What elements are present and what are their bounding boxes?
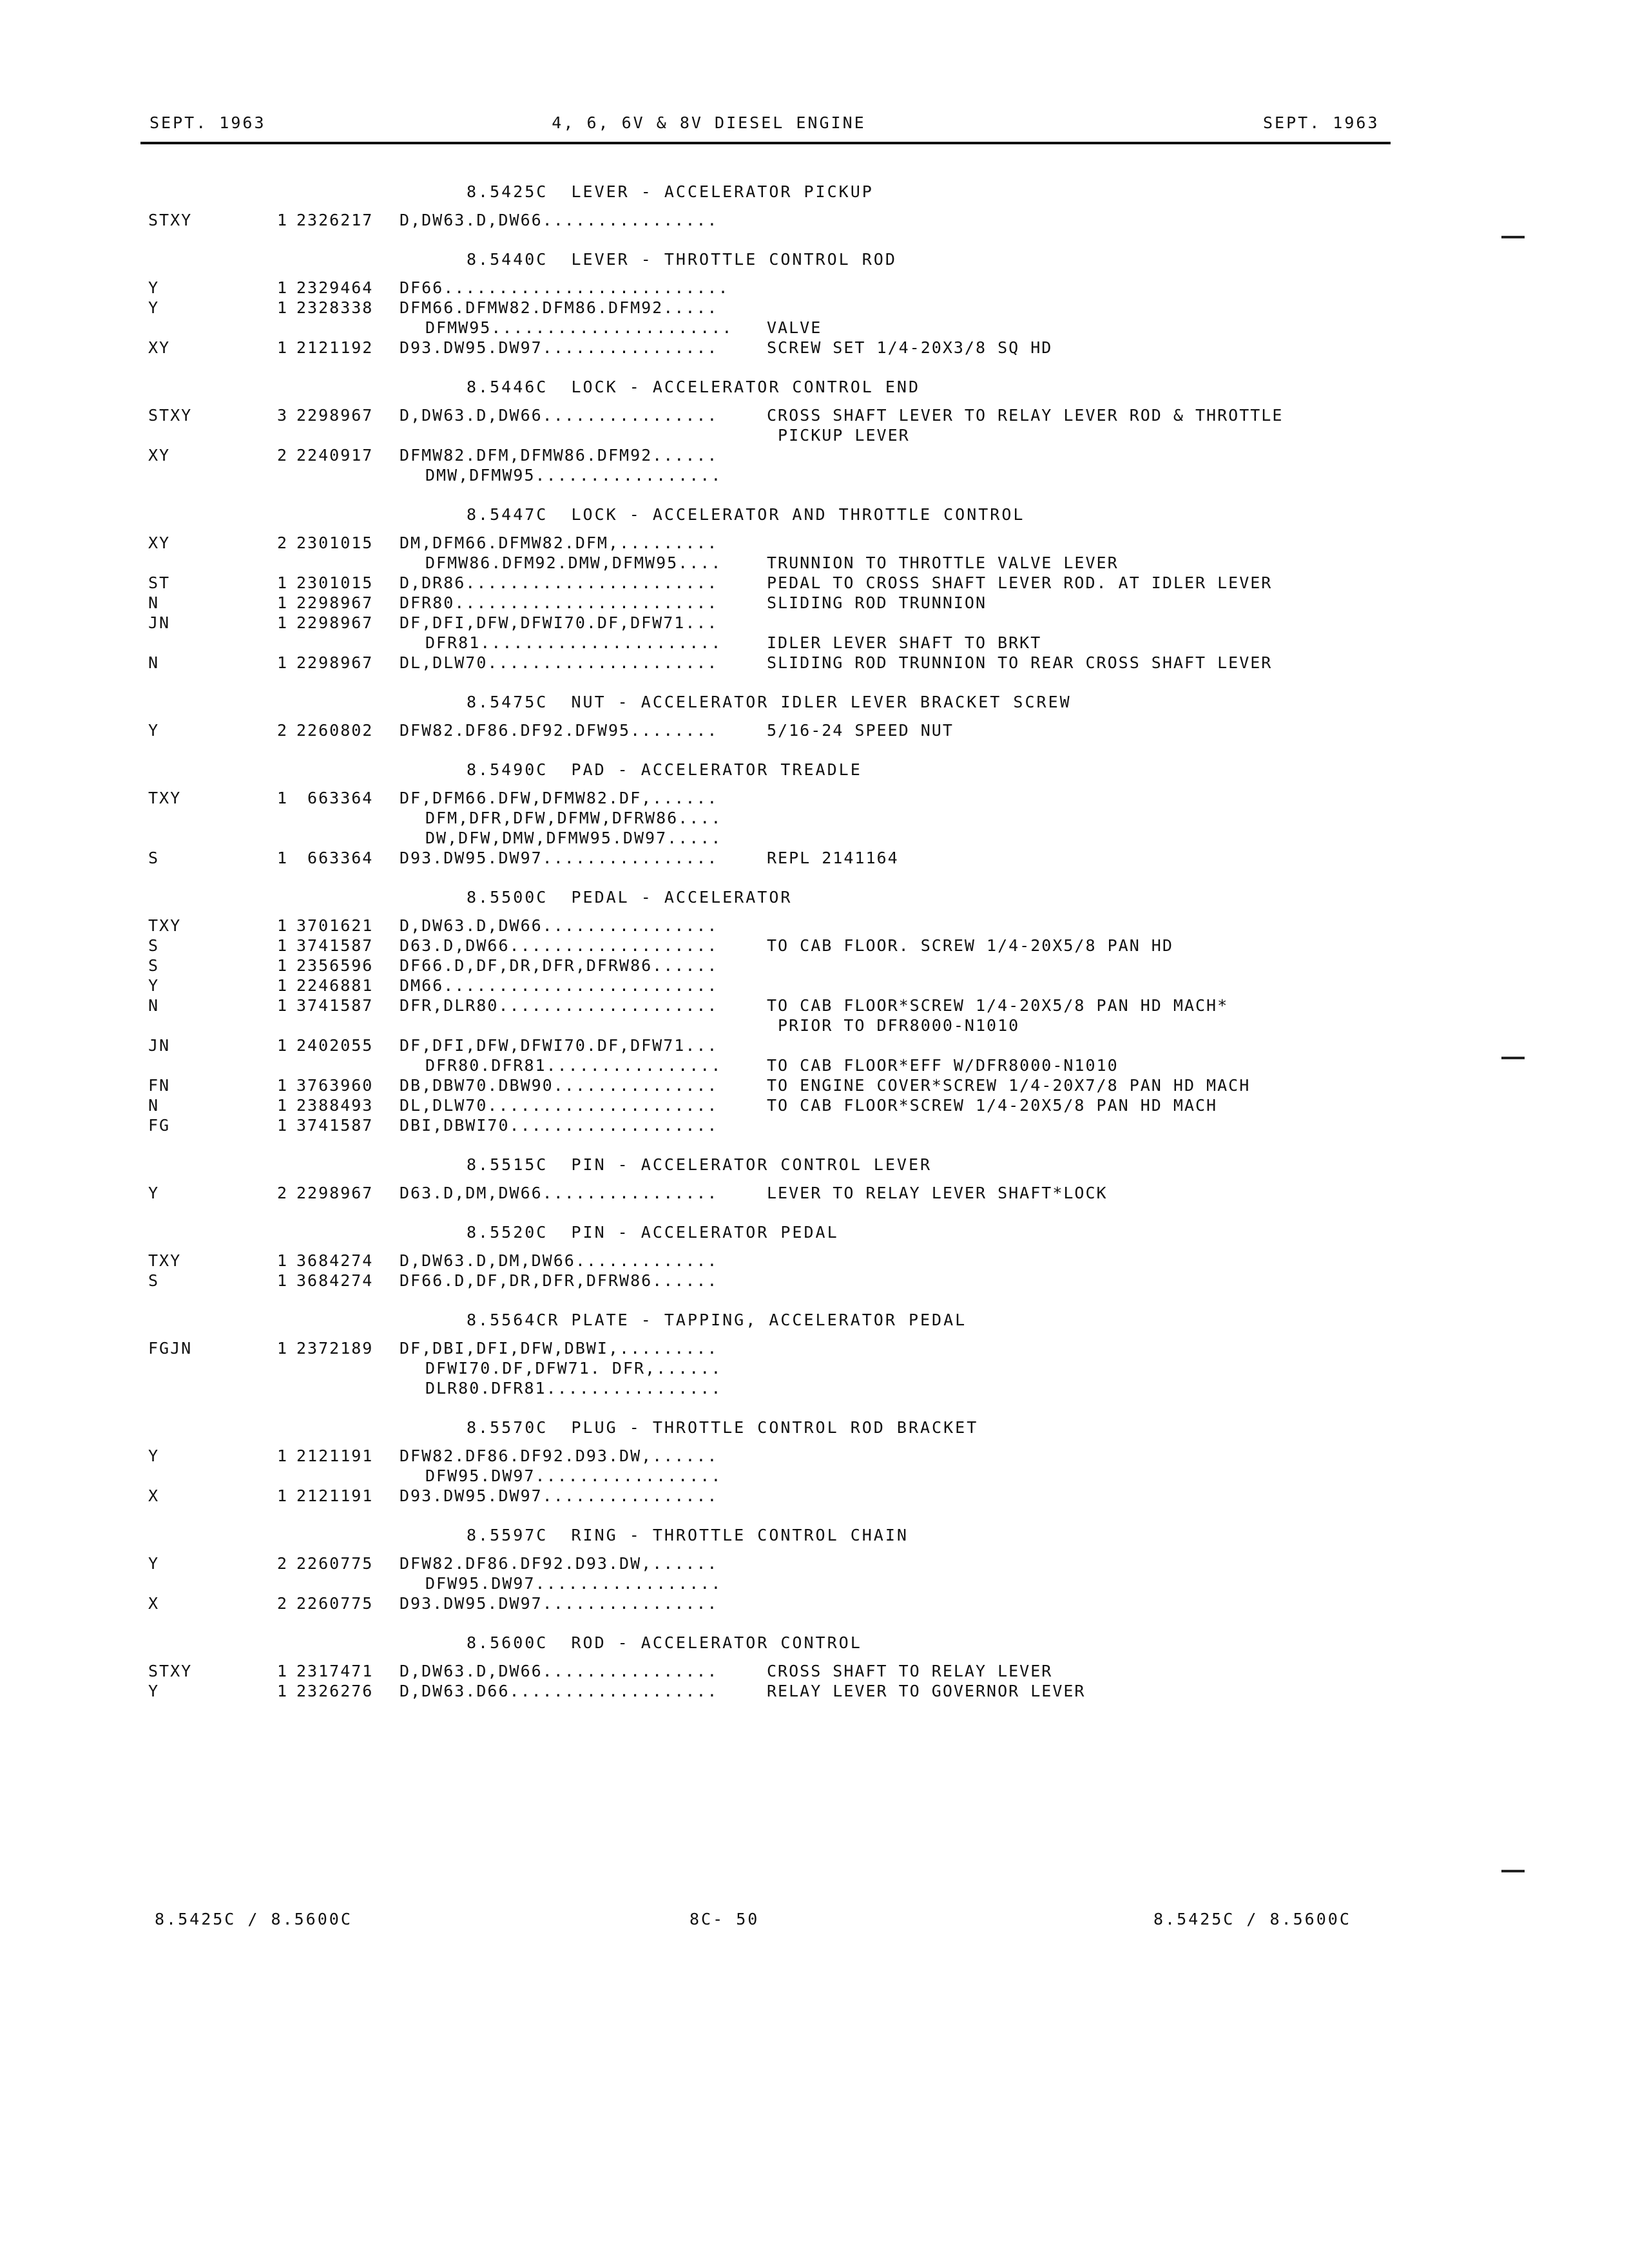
part-entry [148, 405, 1437, 445]
part-line [148, 318, 1437, 338]
application-models: DFWI70.DF,DFW71. DFR,...... [425, 1359, 722, 1378]
section-title: 8.5440C LEVER - THROTTLE CONTROL ROD [467, 250, 897, 269]
part-line [148, 1251, 1437, 1271]
quantity: 1 [277, 278, 289, 297]
application-models: DFM66.DFMW82.DFM86.DFM92..... [400, 298, 718, 317]
part-number: 2356596 [296, 956, 374, 975]
application-models: DL,DLW70..................... [400, 1096, 718, 1115]
model-code: JN [148, 1036, 171, 1055]
part-number: 2301015 [296, 533, 374, 552]
part-entry [148, 278, 1437, 298]
catalog-section [148, 1410, 1437, 1506]
quantity: 1 [277, 1251, 289, 1270]
catalog-section [148, 497, 1437, 673]
quantity: 1 [277, 1076, 289, 1095]
model-code: TXY [148, 916, 182, 935]
application-models: DFMW95...................... [425, 318, 733, 337]
model-code: S [148, 1271, 160, 1290]
section-title: 8.5425C LEVER - ACCELERATOR PICKUP [467, 182, 874, 201]
part-entry [148, 338, 1437, 358]
part-entry [148, 1681, 1437, 1701]
model-code: FGJN [148, 1339, 193, 1358]
part-line [148, 808, 1437, 828]
part-entry [148, 788, 1437, 848]
application-models: D,DW63.D,DM,DW66............. [400, 1251, 718, 1270]
margin-mark [1501, 1057, 1525, 1059]
part-line [148, 1035, 1437, 1055]
model-code: TXY [148, 1251, 182, 1270]
part-entry [148, 573, 1437, 593]
model-code: N [148, 996, 160, 1015]
application-models: D63.D,DM,DW66................ [400, 1184, 718, 1202]
catalog-section [148, 752, 1437, 868]
remarks: 5/16-24 SPEED NUT [767, 721, 954, 740]
section-title: 8.5447C LOCK - ACCELERATOR AND THROTTLE CONTROL [467, 505, 1025, 524]
part-number: 2260775 [296, 1594, 374, 1613]
application-models: DF66.D,DF,DR,DFR,DFRW86...... [400, 956, 718, 975]
part-entry [148, 1095, 1437, 1115]
application-models: DF66.D,DF,DR,DFR,DFRW86...... [400, 1271, 718, 1290]
remarks: PEDAL TO CROSS SHAFT LEVER ROD. AT IDLER LEVER [767, 573, 1273, 592]
part-entry [148, 613, 1437, 653]
model-code: Y [148, 1446, 160, 1465]
part-entry [148, 916, 1437, 936]
header-rule [140, 142, 1391, 144]
part-entry [148, 445, 1437, 485]
application-models: D93.DW95.DW97................ [400, 338, 718, 357]
application-models: D93.DW95.DW97................ [400, 1486, 718, 1505]
section-title: 8.5446C LOCK - ACCELERATOR CONTROL END [467, 378, 920, 396]
part-entry [148, 1661, 1437, 1681]
catalog-section [148, 1302, 1437, 1398]
part-number: 2298967 [296, 613, 374, 632]
part-line [148, 1358, 1437, 1378]
part-number: 2298967 [296, 406, 374, 425]
catalog-section [148, 1517, 1437, 1613]
part-line [148, 553, 1437, 573]
part-number: 2121191 [296, 1446, 374, 1465]
application-models: DFM,DFR,DFW,DFMW,DFRW86.... [425, 809, 722, 827]
quantity: 1 [277, 1116, 289, 1135]
quantity: 1 [277, 298, 289, 317]
section-title: 8.5490C PAD - ACCELERATOR TREADLE [467, 760, 862, 779]
part-number: 3741587 [296, 936, 374, 955]
part-entry [148, 1338, 1437, 1398]
application-models: DFR80........................ [400, 593, 718, 612]
model-code: TXY [148, 789, 182, 807]
quantity: 1 [277, 1036, 289, 1055]
part-line [148, 1095, 1437, 1115]
part-line [148, 995, 1437, 1015]
catalog-section [148, 879, 1437, 1135]
model-code: N [148, 593, 160, 612]
application-models: DW,DFW,DMW,DFMW95.DW97..... [425, 829, 722, 847]
model-code: N [148, 1096, 160, 1115]
part-line [148, 338, 1437, 358]
part-number: 2328338 [296, 298, 374, 317]
section-title: 8.5570C PLUG - THROTTLE CONTROL ROD BRACKET [467, 1418, 979, 1437]
application-models: DL,DLW70..................... [400, 653, 718, 672]
remarks: TRUNNION TO THROTTLE VALVE LEVER [767, 553, 1119, 572]
application-models: DF,DFI,DFW,DFWI70.DF,DFW71... [400, 1036, 718, 1055]
part-number: 2260775 [296, 1554, 374, 1573]
model-code: X [148, 1594, 160, 1613]
part-number: 2121192 [296, 338, 374, 357]
part-entry [148, 1271, 1437, 1291]
remarks: TO CAB FLOOR. SCREW 1/4-20X5/8 PAN HD [767, 936, 1173, 955]
part-entry [148, 653, 1437, 673]
part-line [148, 1553, 1437, 1573]
part-line [148, 916, 1437, 936]
part-entry [148, 720, 1437, 740]
model-code: FG [148, 1116, 171, 1135]
remarks: SLIDING ROD TRUNNION [767, 593, 987, 612]
application-models: DFW95.DW97................. [425, 1466, 722, 1485]
application-models: D,DW63.D,DW66................ [400, 211, 718, 229]
part-entry [148, 1075, 1437, 1095]
remarks: IDLER LEVER SHAFT TO BRKT [767, 633, 1042, 652]
header-title: 4, 6, 6V & 8V DIESEL ENGINE [552, 113, 866, 132]
catalog-section [148, 174, 1437, 230]
part-line [148, 956, 1437, 975]
application-models: DFMW82.DFM,DFMW86.DFM92...... [400, 446, 718, 465]
part-number: 3763960 [296, 1076, 374, 1095]
application-models: DB,DBW70.DBW90............... [400, 1076, 718, 1095]
part-line [148, 848, 1437, 868]
part-number: 2372189 [296, 1339, 374, 1358]
catalog-section [148, 684, 1437, 740]
quantity: 1 [277, 1486, 289, 1505]
part-line [148, 1271, 1437, 1291]
application-models: DFR80.DFR81................ [425, 1056, 722, 1075]
quantity: 2 [277, 1594, 289, 1613]
application-models: DFR81...................... [425, 633, 722, 652]
part-number: 2301015 [296, 573, 374, 592]
application-models: D93.DW95.DW97................ [400, 849, 718, 867]
remarks: TO CAB FLOOR*SCREW 1/4-20X5/8 PAN HD MACH [767, 1096, 1218, 1115]
part-line [148, 445, 1437, 465]
margin-mark [1501, 1870, 1525, 1872]
parts-list [148, 174, 1437, 1713]
quantity: 1 [277, 956, 289, 975]
remarks: REPL 2141164 [767, 849, 899, 867]
part-line [148, 1661, 1437, 1681]
quantity: 1 [277, 613, 289, 632]
section-title: 8.5515C PIN - ACCELERATOR CONTROL LEVER [467, 1155, 932, 1174]
part-number: 3701621 [296, 916, 374, 935]
part-line [148, 653, 1437, 673]
model-code: STXY [148, 211, 193, 229]
part-number: 3684274 [296, 1271, 374, 1290]
application-models: D,DW63.D66................... [400, 1682, 718, 1700]
part-entry [148, 1486, 1437, 1506]
part-line [148, 936, 1437, 956]
model-code: Y [148, 298, 160, 317]
part-entry [148, 975, 1437, 995]
section-title: 8.5520C PIN - ACCELERATOR PEDAL [467, 1223, 839, 1242]
quantity: 1 [277, 916, 289, 935]
part-number: 2402055 [296, 1036, 374, 1055]
application-models: DM,DFM66.DFMW82.DFM,......... [400, 533, 718, 552]
part-entry [148, 1553, 1437, 1593]
part-number: 3741587 [296, 996, 374, 1015]
quantity: 1 [277, 1339, 289, 1358]
quantity: 1 [277, 573, 289, 592]
part-line [148, 210, 1437, 230]
model-code: Y [148, 278, 160, 297]
part-line [148, 1466, 1437, 1486]
remarks: CROSS SHAFT LEVER TO RELAY LEVER ROD & THROTTLE [767, 406, 1284, 425]
part-line [148, 828, 1437, 848]
application-models: DM66......................... [400, 976, 718, 995]
part-line [148, 975, 1437, 995]
part-entry [148, 995, 1437, 1035]
quantity: 1 [277, 996, 289, 1015]
catalog-section [148, 1625, 1437, 1701]
remarks: TO CAB FLOOR*EFF W/DFR8000-N1010 [767, 1056, 1119, 1075]
part-entry [148, 210, 1437, 230]
application-models: D,DW63.D,DW66................ [400, 406, 718, 425]
part-line [148, 593, 1437, 613]
model-code: FN [148, 1076, 171, 1095]
part-entry [148, 1115, 1437, 1135]
quantity: 2 [277, 721, 289, 740]
model-code: Y [148, 1682, 160, 1700]
application-models: D,DR86....................... [400, 573, 718, 592]
part-line [148, 1446, 1437, 1466]
part-line [148, 465, 1437, 485]
remarks: SCREW SET 1/4-20X3/8 SQ HD [767, 338, 1053, 357]
part-number: 2260802 [296, 721, 374, 740]
part-entry [148, 1251, 1437, 1271]
catalog-section [148, 369, 1437, 485]
application-models: DLR80.DFR81................ [425, 1379, 722, 1398]
section-title: 8.5564CR PLATE - TAPPING, ACCELERATOR PEDAL [467, 1311, 967, 1329]
application-models: DFW82.DF86.DF92.D93.DW,...... [400, 1554, 718, 1573]
section-title: 8.5500C PEDAL - ACCELERATOR [467, 888, 793, 907]
application-models: DF66.......................... [400, 278, 729, 297]
part-line [148, 573, 1437, 593]
model-code: STXY [148, 1662, 193, 1680]
application-models: D,DW63.D,DW66................ [400, 1662, 718, 1680]
part-number: 3684274 [296, 1251, 374, 1270]
part-entry [148, 956, 1437, 975]
remarks: SLIDING ROD TRUNNION TO REAR CROSS SHAFT LEVER [767, 653, 1273, 672]
application-models: D93.DW95.DW97................ [400, 1594, 718, 1613]
part-line [148, 1183, 1437, 1203]
footer-range-right: 8.5425C / 8.5600C [1153, 1910, 1351, 1928]
quantity: 1 [277, 1096, 289, 1115]
quantity: 1 [277, 211, 289, 229]
model-code: Y [148, 721, 160, 740]
quantity: 1 [277, 1271, 289, 1290]
catalog-section [148, 1215, 1437, 1291]
part-line [148, 425, 1437, 445]
application-models: DFW82.DF86.DF92.DFW95........ [400, 721, 718, 740]
quantity: 1 [277, 593, 289, 612]
part-line [148, 1681, 1437, 1701]
part-number: 2326217 [296, 211, 374, 229]
model-code: XY [148, 446, 171, 465]
part-number: 3741587 [296, 1116, 374, 1135]
application-models: DFR,DLR80.................... [400, 996, 718, 1015]
remarks: PICKUP LEVER [767, 426, 910, 445]
part-line [148, 1378, 1437, 1398]
application-models: D63.D,DW66................... [400, 936, 718, 955]
remarks: PRIOR TO DFR8000-N1010 [767, 1016, 1020, 1035]
part-number: 2298967 [296, 653, 374, 672]
part-line [148, 720, 1437, 740]
quantity: 2 [277, 533, 289, 552]
part-line [148, 788, 1437, 808]
part-entry [148, 1446, 1437, 1486]
application-models: DF,DBI,DFI,DFW,DBWI,......... [400, 1339, 718, 1358]
model-code: N [148, 653, 160, 672]
quantity: 1 [277, 1662, 289, 1680]
application-models: DMW,DFMW95................. [425, 466, 722, 485]
remarks: VALVE [767, 318, 822, 337]
application-models: DFMW86.DFM92.DMW,DFMW95.... [425, 553, 722, 572]
quantity: 2 [277, 1184, 289, 1202]
section-title: 8.5597C RING - THROTTLE CONTROL CHAIN [467, 1526, 909, 1544]
model-code: Y [148, 1184, 160, 1202]
quantity: 2 [277, 446, 289, 465]
quantity: 3 [277, 406, 289, 425]
part-entry [148, 298, 1437, 338]
part-line [148, 298, 1437, 318]
quantity: 1 [277, 338, 289, 357]
part-entry [148, 593, 1437, 613]
model-code: STXY [148, 406, 193, 425]
quantity: 1 [277, 1446, 289, 1465]
model-code: JN [148, 613, 171, 632]
part-number: 2388493 [296, 1096, 374, 1115]
remarks: LEVER TO RELAY LEVER SHAFT*LOCK [767, 1184, 1108, 1202]
part-line [148, 533, 1437, 553]
quantity: 1 [277, 936, 289, 955]
model-code: S [148, 849, 160, 867]
part-number: 2246881 [296, 976, 374, 995]
remarks: TO ENGINE COVER*SCREW 1/4-20X7/8 PAN HD MACH [767, 1076, 1251, 1095]
model-code: Y [148, 976, 160, 995]
part-number: 2326276 [296, 1682, 374, 1700]
part-entry [148, 1183, 1437, 1203]
quantity: 1 [277, 976, 289, 995]
model-code: S [148, 936, 160, 955]
part-line [148, 278, 1437, 298]
part-line [148, 1338, 1437, 1358]
quantity: 1 [277, 653, 289, 672]
part-entry [148, 936, 1437, 956]
remarks: RELAY LEVER TO GOVERNOR LEVER [767, 1682, 1086, 1700]
model-code: XY [148, 533, 171, 552]
part-line [148, 1055, 1437, 1075]
margin-mark [1501, 236, 1525, 238]
application-models: DF,DFI,DFW,DFWI70.DF,DFW71... [400, 613, 718, 632]
part-number: 663364 [296, 849, 374, 867]
part-line [148, 1075, 1437, 1095]
remarks: CROSS SHAFT TO RELAY LEVER [767, 1662, 1053, 1680]
part-line [148, 1486, 1437, 1506]
quantity: 2 [277, 1554, 289, 1573]
remarks: TO CAB FLOOR*SCREW 1/4-20X5/8 PAN HD MACH* [767, 996, 1229, 1015]
part-number: 2317471 [296, 1662, 374, 1680]
part-line [148, 1015, 1437, 1035]
part-number: 663364 [296, 789, 374, 807]
part-number: 2121191 [296, 1486, 374, 1505]
model-code: Y [148, 1554, 160, 1573]
catalog-section [148, 1147, 1437, 1203]
part-entry [148, 1035, 1437, 1075]
model-code: ST [148, 573, 171, 592]
header-date-right: SEPT. 1963 [1263, 113, 1380, 132]
model-code: X [148, 1486, 160, 1505]
application-models: DFW82.DF86.DF92.D93.DW,...... [400, 1446, 718, 1465]
quantity: 1 [277, 789, 289, 807]
application-models: D,DW63.D,DW66................ [400, 916, 718, 935]
part-line [148, 1593, 1437, 1613]
header-date-left: SEPT. 1963 [149, 113, 266, 132]
part-entry [148, 848, 1437, 868]
application-models: DFW95.DW97................. [425, 1574, 722, 1593]
catalog-section [148, 242, 1437, 358]
part-line [148, 633, 1437, 653]
part-number: 2298967 [296, 593, 374, 612]
part-entry [148, 533, 1437, 573]
application-models: DF,DFM66.DFW,DFMW82.DF,...... [400, 789, 718, 807]
part-entry [148, 1593, 1437, 1613]
quantity: 1 [277, 1682, 289, 1700]
section-title: 8.5600C ROD - ACCELERATOR CONTROL [467, 1633, 862, 1652]
section-title: 8.5475C NUT - ACCELERATOR IDLER LEVER BRACKET SCREW [467, 693, 1072, 711]
quantity: 1 [277, 849, 289, 867]
application-models: DBI,DBWI70................... [400, 1116, 718, 1135]
part-line [148, 613, 1437, 633]
footer-range-left: 8.5425C / 8.5600C [155, 1910, 352, 1928]
part-number: 2298967 [296, 1184, 374, 1202]
footer-page-number: 8C- 50 [689, 1910, 760, 1928]
part-line [148, 405, 1437, 425]
part-line [148, 1573, 1437, 1593]
part-number: 2329464 [296, 278, 374, 297]
model-code: XY [148, 338, 171, 357]
part-line [148, 1115, 1437, 1135]
model-code: S [148, 956, 160, 975]
part-number: 2240917 [296, 446, 374, 465]
